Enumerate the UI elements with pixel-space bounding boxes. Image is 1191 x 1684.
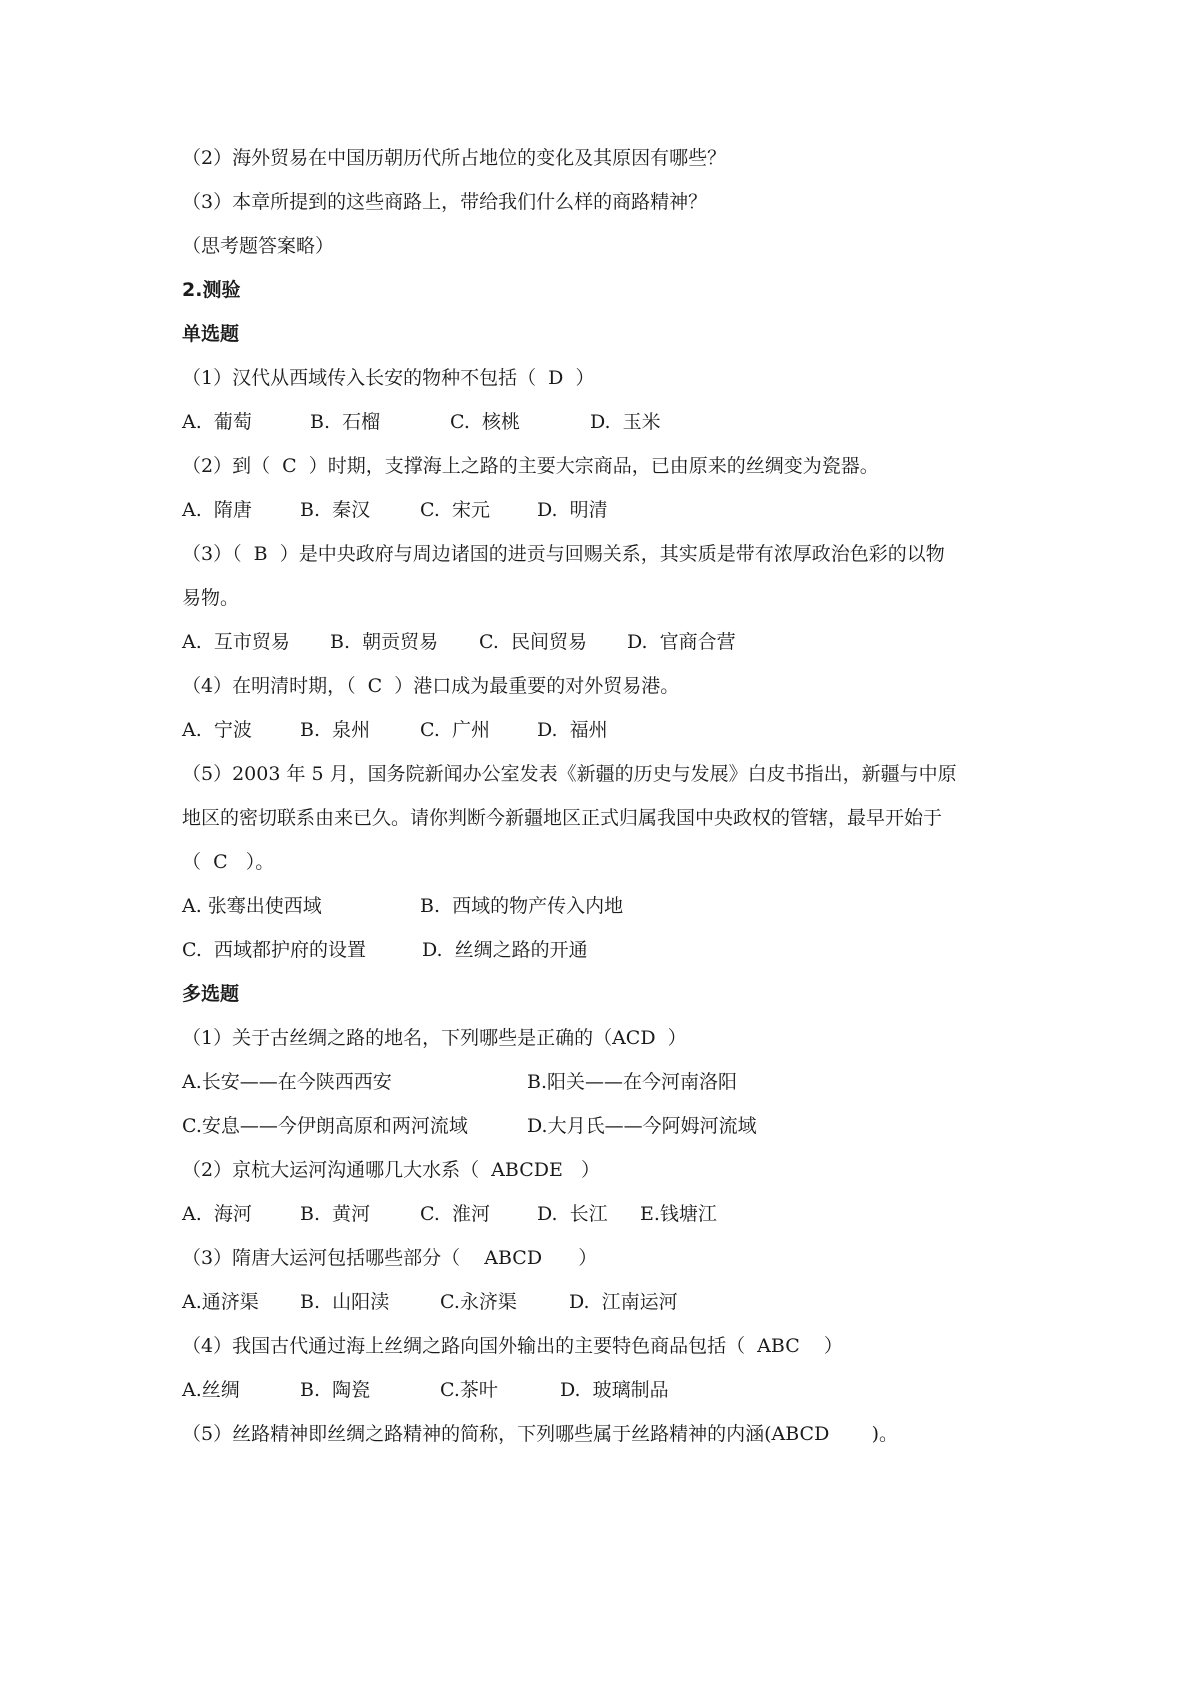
option: A. 隋唐 xyxy=(182,499,252,521)
multi-q4-options xyxy=(182,1378,882,1522)
single-q4-options xyxy=(182,718,882,862)
option: E.钱塘江 xyxy=(640,1203,717,1225)
option: B. 石榴 xyxy=(310,411,381,433)
option: A. 宁波 xyxy=(182,719,252,741)
option: D. 官商合营 xyxy=(627,631,736,653)
think-question-3: （3）本章所提到的这些商路上，带给我们什么样的商路精神？ xyxy=(182,191,708,213)
option: C. 核桃 xyxy=(450,411,520,433)
option: B. 朝贡贸易 xyxy=(330,631,439,653)
option: C.茶叶 xyxy=(440,1379,498,1401)
multi-q2-stem: （2）京杭大运河沟通哪几大水系（ ABCDE ） xyxy=(182,1159,600,1181)
multi-q4-stem: （4）我国古代通过海上丝绸之路向国外输出的主要特色商品包括（ ABC ） xyxy=(182,1335,843,1357)
option: C. 宋元 xyxy=(420,499,490,521)
quiz-heading: 2.测验 xyxy=(182,279,241,301)
option: D. 长江 xyxy=(537,1203,608,1225)
option: C.安息——今伊朗高原和两河流域 xyxy=(182,1115,468,1137)
option: C.永济渠 xyxy=(440,1291,517,1313)
option: B. 秦汉 xyxy=(300,499,371,521)
single-q4-stem: （4）在明清时期，（ C ）港口成为最重要的对外贸易港。 xyxy=(182,675,680,697)
option: B. 泉州 xyxy=(300,719,371,741)
option: B.阳关——在今河南洛阳 xyxy=(527,1071,738,1093)
option: D. 江南运河 xyxy=(569,1291,678,1313)
single-q5-stem-line3: （ C ）。 xyxy=(182,851,275,873)
option: C. 西域都护府的设置 xyxy=(182,939,366,961)
option: D. 福州 xyxy=(537,719,608,741)
single-q5-options-row2 xyxy=(182,938,882,1034)
option: C. 民间贸易 xyxy=(479,631,587,653)
single-q1-stem: （1）汉代从西域传入长安的物种不包括（ D ） xyxy=(182,367,595,389)
multi-choice-heading: 多选题 xyxy=(182,983,240,1005)
option: C. 广州 xyxy=(420,719,490,741)
multi-q1-stem: （1）关于古丝绸之路的地名，下列哪些是正确的（ACD ） xyxy=(182,1027,687,1049)
option: B. 山阳渎 xyxy=(300,1291,390,1313)
option: D. 明清 xyxy=(537,499,608,521)
option: B. 西域的物产传入内地 xyxy=(420,895,624,917)
single-q3-stem-line1: （3）（ B ）是中央政府与周边诸国的进贡与回赐关系，其实质是带有浓厚政治色彩的以物 xyxy=(182,543,945,565)
option: C. 淮河 xyxy=(420,1203,490,1225)
single-choice-heading: 单选题 xyxy=(182,323,240,345)
option: A. 海河 xyxy=(182,1203,252,1225)
option: D. 丝绸之路的开通 xyxy=(422,939,588,961)
option: B. 陶瓷 xyxy=(300,1379,371,1401)
option: A.丝绸 xyxy=(182,1379,240,1401)
option: A. 葡萄 xyxy=(182,411,252,433)
single-q5-stem-line1: （5）2003 年 5 月，国务院新闻办公室发表《新疆的历史与发展》白皮书指出，新疆与中原 xyxy=(182,763,957,785)
think-question-2: （2）海外贸易在中国历朝历代所占地位的变化及其原因有哪些？ xyxy=(182,147,727,169)
option: A. 张骞出使西域 xyxy=(182,895,322,917)
single-q5-stem-line2: 地区的密切联系由来已久。请你判断今新疆地区正式归属我国中央政权的管辖，最早开始于 xyxy=(182,807,943,829)
single-q2-options xyxy=(182,498,882,642)
option: D.大月氏——今阿姆河流域 xyxy=(527,1115,757,1137)
option: D. 玉米 xyxy=(590,411,661,433)
multi-q5-stem: （5）丝路精神即丝绸之路精神的简称，下列哪些属于丝路精神的内涵(ABCD )。 xyxy=(182,1423,898,1445)
option: D. 玻璃制品 xyxy=(560,1379,669,1401)
multi-q3-stem: （3）隋唐大运河包括哪些部分（ ABCD ） xyxy=(182,1247,598,1269)
option: A.长安——在今陕西西安 xyxy=(182,1071,392,1093)
single-q3-stem-line2: 易物。 xyxy=(182,587,240,609)
option: B. 黄河 xyxy=(300,1203,371,1225)
option: A. 互市贸易 xyxy=(182,631,290,653)
think-answer-note: （思考题答案略） xyxy=(182,235,335,257)
option: A.通济渠 xyxy=(182,1291,259,1313)
single-q2-stem: （2）到（ C ）时期，支撑海上之路的主要大宗商品，已由原来的丝绸变为瓷器。 xyxy=(182,455,879,477)
